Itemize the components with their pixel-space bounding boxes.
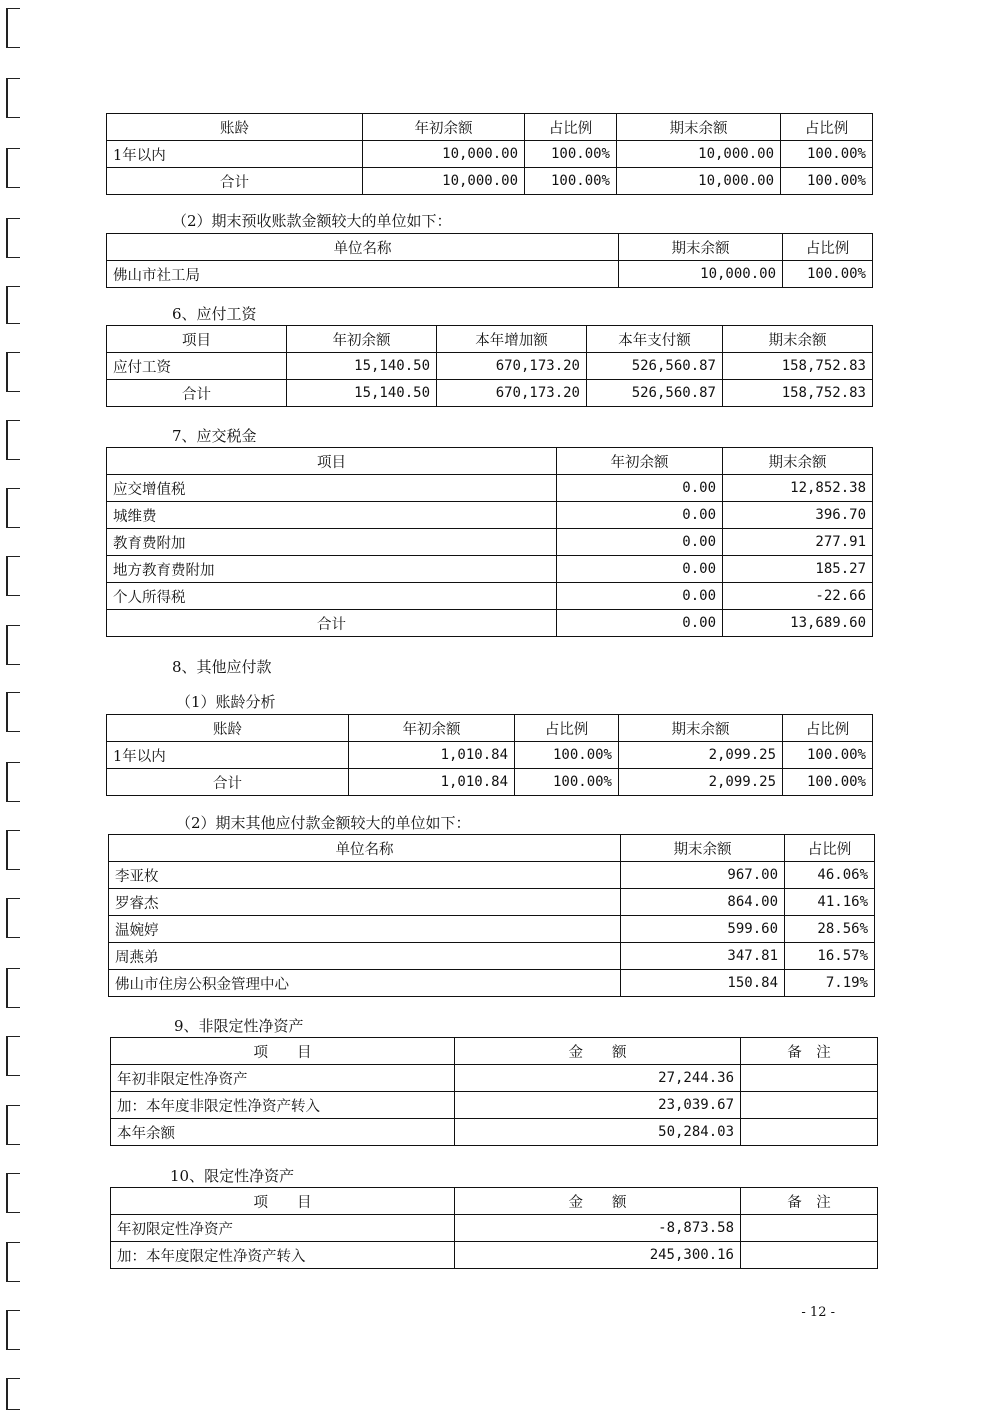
table-cell: 应交增值税: [107, 475, 557, 502]
column-header: 期末余额: [621, 835, 785, 862]
table-row: [107, 529, 873, 556]
table-cell: 46.06%: [785, 862, 875, 889]
column-header: 项 目: [111, 1038, 455, 1065]
table-cell: 15,140.50: [287, 380, 437, 407]
table-row: [107, 475, 873, 502]
table-cell: 100.00%: [515, 769, 619, 796]
table-cell: 0.00: [557, 610, 723, 637]
table-cell: [741, 1092, 878, 1119]
table-cell: [741, 1119, 878, 1146]
column-header: 备 注: [741, 1038, 878, 1065]
table-row: [109, 943, 875, 970]
table-cell: 地方教育费附加: [107, 556, 557, 583]
restricted-net-assets-table: [110, 1187, 878, 1269]
table-cell: 10,000.00: [617, 141, 781, 168]
table-cell: 1年以内: [107, 742, 349, 769]
ageing-table-other: [106, 714, 873, 796]
table-cell: 佛山市社工局: [107, 261, 619, 288]
table-cell: 2,099.25: [619, 769, 783, 796]
table-cell: 应付工资: [107, 353, 287, 380]
unrestricted-net-assets-table: [110, 1037, 878, 1146]
table-cell: 10,000.00: [619, 261, 783, 288]
table-cell: 0.00: [557, 583, 723, 610]
table-row: [109, 862, 875, 889]
column-header: 账龄: [107, 114, 363, 141]
table-cell: 合计: [107, 380, 287, 407]
table-cell: 100.00%: [515, 742, 619, 769]
table-cell: 城维费: [107, 502, 557, 529]
table-row: [107, 583, 873, 610]
table-cell: 100.00%: [783, 769, 873, 796]
table-row: [107, 141, 873, 168]
column-header: 本年支付额: [587, 326, 723, 353]
table-cell: 1,010.84: [349, 742, 515, 769]
table-cell: 合计: [107, 168, 363, 195]
column-header: 占比例: [515, 715, 619, 742]
table-row: [107, 353, 873, 380]
table-cell: 佛山市住房公积金管理中心: [109, 970, 621, 997]
column-header: 项 目: [111, 1188, 455, 1215]
table-cell: 158,752.83: [723, 380, 873, 407]
table-cell: 100.00%: [781, 141, 873, 168]
table-cell: 年初非限定性净资产: [111, 1065, 455, 1092]
table-row: [107, 769, 873, 796]
page-number: - 12 -: [801, 1305, 835, 1320]
table-cell: 28.56%: [785, 916, 875, 943]
table-cell: 100.00%: [783, 742, 873, 769]
table-row: [109, 889, 875, 916]
table-cell: 李亚枚: [109, 862, 621, 889]
prepaid-units-table: [106, 233, 873, 288]
section-heading: 9、非限定性净资产: [174, 1017, 304, 1035]
table-cell: [741, 1242, 878, 1269]
table-cell: 教育费附加: [107, 529, 557, 556]
table-cell: 罗睿杰: [109, 889, 621, 916]
table-cell: 10,000.00: [617, 168, 781, 195]
table-row: [107, 168, 873, 195]
table-cell: 10,000.00: [363, 168, 525, 195]
table-cell: 2,099.25: [619, 742, 783, 769]
wages-table: [106, 325, 873, 407]
column-header: 年初余额: [363, 114, 525, 141]
table-cell: 967.00: [621, 862, 785, 889]
table-cell: 599.60: [621, 916, 785, 943]
table-cell: 27,244.36: [455, 1065, 741, 1092]
table-cell: 100.00%: [525, 168, 617, 195]
table-cell: 100.00%: [781, 168, 873, 195]
table-cell: 年初限定性净资产: [111, 1215, 455, 1242]
table-row: [107, 610, 873, 637]
table-row: [109, 916, 875, 943]
table-cell: 13,689.60: [723, 610, 873, 637]
table-cell: 本年余额: [111, 1119, 455, 1146]
table-row: [107, 742, 873, 769]
table-cell: 合计: [107, 769, 349, 796]
table-header-row: [107, 715, 873, 742]
section-heading: 10、限定性净资产: [170, 1167, 295, 1185]
table-cell: 0.00: [557, 502, 723, 529]
table-cell: 245,300.16: [455, 1242, 741, 1269]
table-cell: 0.00: [557, 529, 723, 556]
table-cell: 15,140.50: [287, 353, 437, 380]
table-row: [107, 380, 873, 407]
table-cell: 加：本年度限定性净资产转入: [111, 1242, 455, 1269]
table-cell: 0.00: [557, 556, 723, 583]
table-row: [107, 261, 873, 288]
table-header-row: [109, 835, 875, 862]
column-header: 年初余额: [287, 326, 437, 353]
table-cell: 670,173.20: [437, 380, 587, 407]
table-cell: 41.16%: [785, 889, 875, 916]
column-header: 单位名称: [107, 234, 619, 261]
column-header: 项目: [107, 326, 287, 353]
column-header: 年初余额: [349, 715, 515, 742]
section-heading: 8、其他应付款: [172, 658, 272, 676]
table-cell: -22.66: [723, 583, 873, 610]
table-cell: 16.57%: [785, 943, 875, 970]
table-cell: 277.91: [723, 529, 873, 556]
column-header: 期末余额: [723, 326, 873, 353]
table-cell: 100.00%: [525, 141, 617, 168]
other-units-table: [108, 834, 875, 997]
table-cell: 526,560.87: [587, 353, 723, 380]
column-header: 金 额: [455, 1038, 741, 1065]
table-cell: 347.81: [621, 943, 785, 970]
table-cell: 670,173.20: [437, 353, 587, 380]
table-cell: 0.00: [557, 475, 723, 502]
table-cell: 526,560.87: [587, 380, 723, 407]
table-row: [111, 1242, 878, 1269]
table-header-row: [107, 114, 873, 141]
table-row: [109, 970, 875, 997]
table-cell: 150.84: [621, 970, 785, 997]
table-cell: 合计: [107, 610, 557, 637]
column-header: 本年增加额: [437, 326, 587, 353]
table-row: [111, 1065, 878, 1092]
column-header: 单位名称: [109, 835, 621, 862]
section-heading: （2）期末其他应付款金额较大的单位如下：: [176, 814, 471, 832]
column-header: 备 注: [741, 1188, 878, 1215]
column-header: 账龄: [107, 715, 349, 742]
column-header: 占比例: [525, 114, 617, 141]
column-header: 占比例: [785, 835, 875, 862]
table-cell: 158,752.83: [723, 353, 873, 380]
table-cell: -8,873.58: [455, 1215, 741, 1242]
table-row: [111, 1092, 878, 1119]
table-cell: 1年以内: [107, 141, 363, 168]
table-cell: 100.00%: [783, 261, 873, 288]
table-row: [107, 556, 873, 583]
column-header: 年初余额: [557, 448, 723, 475]
column-header: 期末余额: [617, 114, 781, 141]
table-cell: 1,010.84: [349, 769, 515, 796]
table-cell: 396.70: [723, 502, 873, 529]
table-cell: 12,852.38: [723, 475, 873, 502]
column-header: 期末余额: [619, 234, 783, 261]
section-heading: 6、应付工资: [172, 305, 257, 323]
table-cell: 周燕弟: [109, 943, 621, 970]
sub-heading: （1）账龄分析: [176, 693, 276, 711]
table-cell: [741, 1065, 878, 1092]
table-cell: 加：本年度非限定性净资产转入: [111, 1092, 455, 1119]
table-cell: 864.00: [621, 889, 785, 916]
column-header: 金 额: [455, 1188, 741, 1215]
table-cell: 个人所得税: [107, 583, 557, 610]
table-row: [111, 1119, 878, 1146]
table-cell: 185.27: [723, 556, 873, 583]
table-cell: 温婉婷: [109, 916, 621, 943]
table-header-row: [107, 448, 873, 475]
table-cell: [741, 1215, 878, 1242]
table-row: [107, 502, 873, 529]
table-cell: 7.19%: [785, 970, 875, 997]
table-cell: 10,000.00: [363, 141, 525, 168]
table-cell: 50,284.03: [455, 1119, 741, 1146]
column-header: 占比例: [783, 234, 873, 261]
section-heading: （2）期末预收账款金额较大的单位如下：: [172, 212, 452, 230]
column-header: 占比例: [783, 715, 873, 742]
ageing-table-prepaid: [106, 113, 873, 195]
section-heading: 7、应交税金: [172, 427, 257, 445]
table-header-row: [111, 1038, 878, 1065]
table-header-row: [107, 326, 873, 353]
table-header-row: [111, 1188, 878, 1215]
table-cell: 23,039.67: [455, 1092, 741, 1119]
column-header: 项目: [107, 448, 557, 475]
taxes-table: [106, 447, 873, 637]
column-header: 期末余额: [619, 715, 783, 742]
column-header: 占比例: [781, 114, 873, 141]
table-header-row: [107, 234, 873, 261]
column-header: 期末余额: [723, 448, 873, 475]
table-row: [111, 1215, 878, 1242]
